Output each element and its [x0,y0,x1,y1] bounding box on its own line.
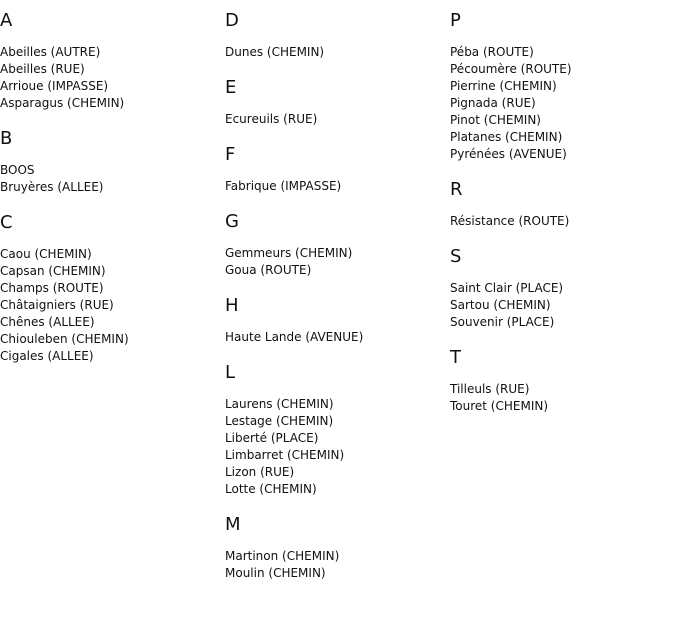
street-link[interactable]: Goua (ROUTE) [225,263,312,277]
street-link[interactable]: Résistance (ROUTE) [450,214,570,228]
street-link[interactable]: Gemmeurs (CHEMIN) [225,246,353,260]
list-item [0,162,220,179]
letter-group [450,179,670,230]
letter-heading: G [225,211,239,232]
list-item [0,44,220,61]
street-link[interactable]: BOOS [0,163,35,177]
street-list [450,213,670,230]
list-item [450,381,670,398]
street-link[interactable]: Châtaigniers (RUE) [0,298,114,312]
street-link[interactable]: Pierrine (CHEMIN) [450,79,557,93]
letter-heading: B [0,128,13,149]
list-item [450,112,670,129]
street-link[interactable]: Touret (CHEMIN) [450,399,549,413]
street-list [0,246,220,365]
letter-group [225,144,445,195]
street-link[interactable]: Saint Clair (PLACE) [450,281,564,295]
list-item [225,396,445,413]
list-item [0,246,220,263]
letter-heading: H [225,295,239,316]
list-item [450,78,670,95]
list-item [0,297,220,314]
street-link[interactable]: Liberté (PLACE) [225,431,319,445]
list-item [0,95,220,112]
list-item [450,297,670,314]
index-column-3 [450,10,670,431]
index-column-1 [0,10,220,381]
street-link[interactable]: Laurens (CHEMIN) [225,397,334,411]
letter-group [0,212,220,365]
letter-heading: R [450,179,463,200]
list-item [0,78,220,95]
letter-heading: E [225,77,237,98]
street-link[interactable]: Asparagus (CHEMIN) [0,96,125,110]
street-link[interactable]: Champs (ROUTE) [0,281,104,295]
street-link[interactable]: Haute Lande (AVENUE) [225,330,364,344]
letter-group [225,211,445,279]
letter-heading: T [450,347,461,368]
street-list [0,44,220,112]
list-item [225,565,445,582]
list-item [0,280,220,297]
street-link[interactable]: Bruyères (ALLEE) [0,180,104,194]
street-link[interactable]: Moulin (CHEMIN) [225,566,326,580]
street-link[interactable]: Dunes (CHEMIN) [225,45,325,59]
street-link[interactable]: Fabrique (IMPASSE) [225,179,342,193]
street-link[interactable]: Lestage (CHEMIN) [225,414,334,428]
street-link[interactable]: Limbarret (CHEMIN) [225,448,345,462]
letter-group [225,362,445,498]
street-list [225,548,445,582]
letter-heading: C [0,212,13,233]
list-item [450,44,670,61]
list-item [225,447,445,464]
letter-heading: D [225,10,239,31]
list-item [225,178,445,195]
street-list [225,178,445,195]
street-link[interactable]: Péba (ROUTE) [450,45,534,59]
street-link[interactable]: Arrioue (IMPASSE) [0,79,109,93]
street-list [225,245,445,279]
street-link[interactable]: Lizon (RUE) [225,465,295,479]
street-link[interactable]: Ecureuils (RUE) [225,112,318,126]
list-item [225,548,445,565]
street-list [225,329,445,346]
list-item [225,44,445,61]
list-item [0,263,220,280]
list-item [225,245,445,262]
street-list [450,381,670,415]
street-link[interactable]: Abeilles (RUE) [0,62,85,76]
list-item [450,61,670,78]
index-column-2 [225,10,445,598]
street-link[interactable]: Caou (CHEMIN) [0,247,92,261]
list-item [450,280,670,297]
list-item [450,213,670,230]
list-item [225,481,445,498]
list-item [0,331,220,348]
letter-heading: A [0,10,13,31]
street-link[interactable]: Cigales (ALLEE) [0,349,94,363]
street-link[interactable]: Pinot (CHEMIN) [450,113,541,127]
letter-group [450,246,670,331]
list-item [225,111,445,128]
list-item [225,464,445,481]
letter-group [225,295,445,346]
list-item [0,179,220,196]
letter-heading: M [225,514,241,535]
street-list [0,162,220,196]
letter-heading: P [450,10,461,31]
letter-group [450,10,670,163]
list-item [450,398,670,415]
street-link[interactable]: Capsan (CHEMIN) [0,264,106,278]
list-item [450,129,670,146]
list-item [225,413,445,430]
street-link[interactable]: Souvenir (PLACE) [450,315,555,329]
list-item [0,61,220,78]
street-link[interactable]: Tilleuls (RUE) [450,382,530,396]
street-link[interactable]: Lotte (CHEMIN) [225,482,317,496]
list-item [0,314,220,331]
street-list [450,44,670,163]
street-link[interactable]: Abeilles (AUTRE) [0,45,101,59]
street-link[interactable]: Pignada (RUE) [450,96,536,110]
street-link[interactable]: Martinon (CHEMIN) [225,549,340,563]
list-item [450,95,670,112]
list-item [450,146,670,163]
letter-group [0,128,220,196]
street-list [225,44,445,61]
street-list [225,396,445,498]
list-item [0,348,220,365]
letter-heading: F [225,144,236,165]
street-link[interactable]: Chiouleben (CHEMIN) [0,332,129,346]
letter-heading: S [450,246,462,267]
list-item [225,430,445,447]
street-link[interactable]: Pécoumère (ROUTE) [450,62,572,76]
street-link[interactable]: Platanes (CHEMIN) [450,130,563,144]
letter-group [225,77,445,128]
street-link[interactable]: Sartou (CHEMIN) [450,298,551,312]
letter-group [0,10,220,112]
letter-heading: L [225,362,236,383]
letter-group [450,347,670,415]
letter-group [225,514,445,582]
street-link[interactable]: Pyrénées (AVENUE) [450,147,567,161]
street-list [450,280,670,331]
street-list [225,111,445,128]
letter-group [225,10,445,61]
list-item [225,262,445,279]
list-item [225,329,445,346]
list-item [450,314,670,331]
street-link[interactable]: Chênes (ALLEE) [0,315,95,329]
